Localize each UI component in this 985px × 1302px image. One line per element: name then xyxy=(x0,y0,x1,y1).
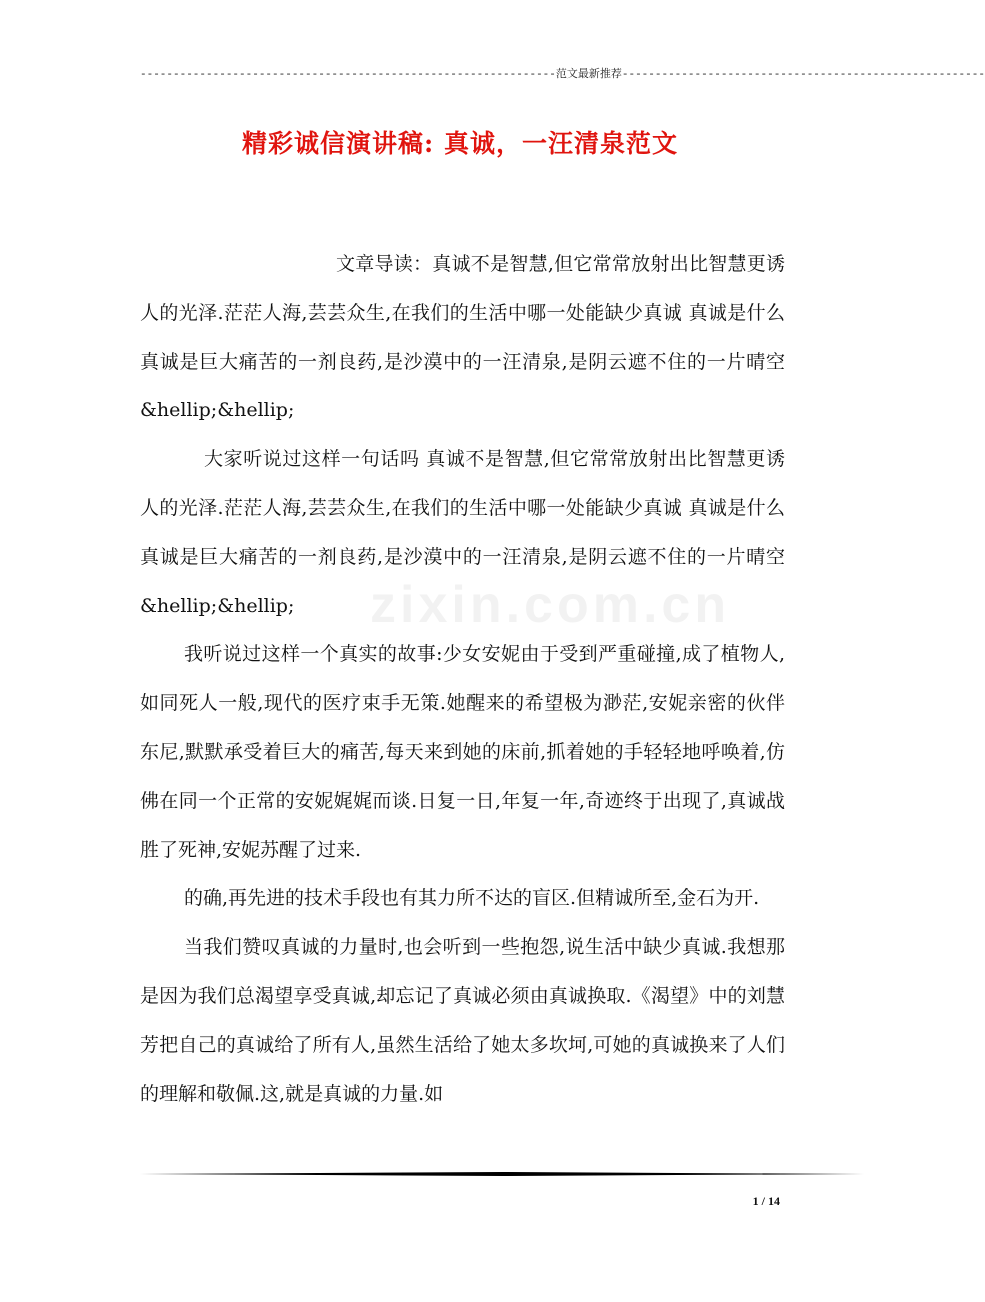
paragraph: 当我们赞叹真诚的力量时,也会听到一些抱怨,说生活中缺少真诚.我想那是因为我们总渴望享受真诚,却忘记了真诚必须由真诚换取.《渴望》中的刘慧芳把自己的真诚给了所有人,虽然生活给了她太多坎坷,可她的真诚换来了人们的理解和敬佩.这,就是真诚的力量.如 xyxy=(140,936,785,1105)
document-body xyxy=(140,240,785,1118)
document-title: 精彩诚信演讲稿: 真诚，一汪清泉范文 xyxy=(242,129,678,158)
watermark-text: zixin.com.cn xyxy=(370,576,731,634)
page-number: 1 / 14 xyxy=(752,1194,780,1208)
paragraph: 我听说过这样一个真实的故事:少女安妮由于受到严重碰撞,成了植物人,如同死人一般,现代的医疗束手无策.她醒来的希望极为渺茫,安妮亲密的伙伴东尼,默默承受着巨大的痛苦,每天来到她的床前,抓着她的手轻轻地呼唤着,仿佛在同一个正常的安妮娓娓而谈.日复一日,年复一年,奇迹终于出现了,真诚战胜了死神,安妮苏醒了过来. xyxy=(140,643,785,861)
footer-divider xyxy=(140,1172,864,1176)
running-header: ---------------------------------------------------------------范文最新推荐------------------------------------------------------- xyxy=(140,69,985,81)
paragraph-intro: 文章导读：真诚不是智慧,但它常常放射出比智慧更诱人的光泽.茫茫人海,芸芸众生,在我们的生活中哪一处能缺少真诚 真诚是什么 真诚是巨大痛苦的一剂良药,是沙漠中的一汪清泉,是阴云遮不住的一片晴空&hellip;&hellip; xyxy=(140,253,785,422)
paragraph: 大家听说过这样一句话吗 真诚不是智慧,但它常常放射出比智慧更诱人的光泽.茫茫人海,芸芸众生,在我们的生活中哪一处能缺少真诚 真诚是什么 真诚是巨大痛苦的一剂良药,是沙漠中的一汪清泉,是阴云遮不住的一片晴空&hellip;&hellip; xyxy=(140,448,785,617)
paragraph: 的确,再先进的技术手段也有其力所不达的盲区.但精诚所至,金石为开. xyxy=(184,887,760,910)
